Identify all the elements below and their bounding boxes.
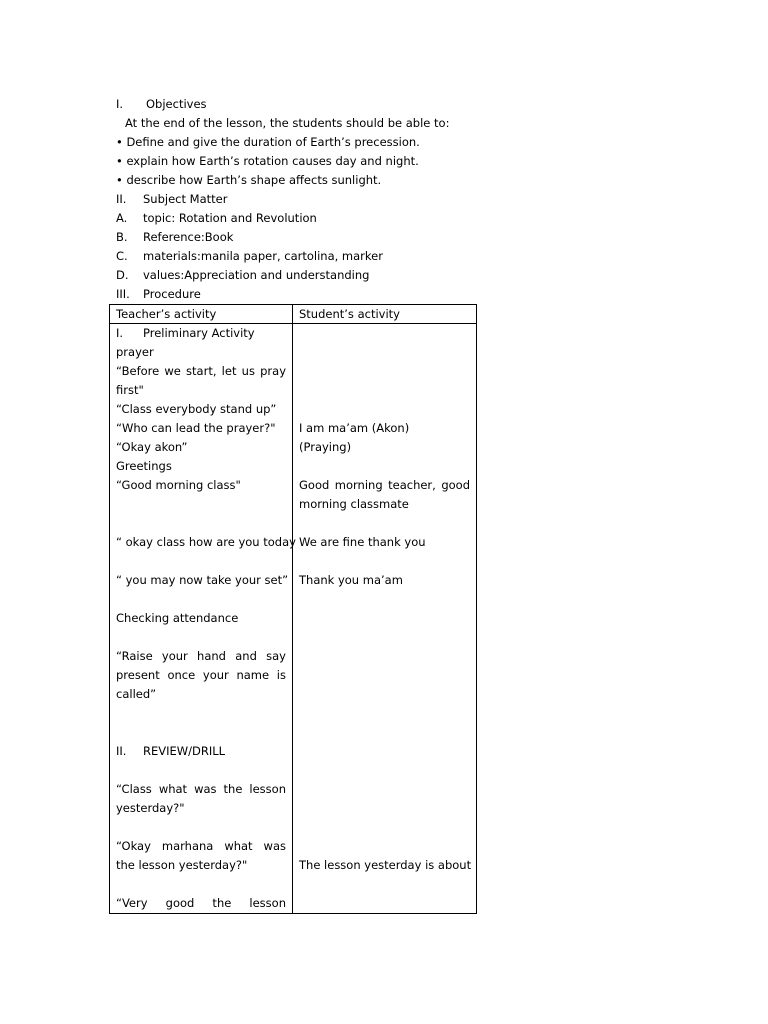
student-line: Good morning teacher, good morning classmate	[299, 478, 470, 511]
subject-item-topic	[116, 209, 317, 228]
table-header-row	[110, 305, 477, 324]
table-row	[110, 324, 477, 914]
prayer-label: prayer	[116, 345, 154, 359]
objectives-numeral: I.	[116, 97, 124, 111]
student-line: (Praying)	[299, 440, 352, 454]
teacher-line: “Okay akon”	[116, 440, 188, 454]
student-line: Thank you ma’am	[299, 573, 403, 587]
subject-matter-heading	[116, 190, 227, 209]
procedure-title: Procedure	[143, 287, 201, 301]
subject-matter-numeral: II.	[116, 192, 127, 206]
objective-bullet: • Define and give the duration of Earth’s precession.	[116, 135, 420, 149]
procedure-table	[109, 304, 477, 914]
teacher-line: “Raise your hand and say present once your name is called”	[116, 649, 286, 701]
preliminary-activity-heading	[116, 324, 286, 343]
teacher-line: “Class everybody stand up”	[116, 402, 277, 416]
item-letter: C.	[116, 249, 128, 263]
objectives-title: Objectives	[146, 97, 207, 111]
preliminary-title: Preliminary Activity	[143, 326, 255, 340]
teacher-line: “Okay marhana what was the lesson yesterday?"	[116, 839, 286, 872]
item-text: values:Appreciation and understanding	[143, 268, 370, 282]
teacher-line: “Class what was the lesson yesterday?"	[116, 782, 286, 815]
checking-attendance-label: Checking attendance	[116, 611, 239, 625]
teacher-line: “Before we start, let us pray first"	[116, 364, 286, 397]
teacher-line: “ you may now take your set”	[116, 573, 289, 587]
teacher-line: “Who can lead the prayer?"	[116, 421, 276, 435]
subject-item-values	[116, 266, 369, 285]
item-letter: A.	[116, 211, 128, 225]
subject-item-materials	[116, 247, 383, 266]
teacher-activity-header: Teacher’s activity	[110, 305, 293, 324]
item-text: Reference:Book	[143, 230, 234, 244]
review-numeral: II.	[116, 744, 127, 758]
item-text: topic: Rotation and Revolution	[143, 211, 317, 225]
objective-bullet: • explain how Earth’s rotation causes day and night.	[116, 154, 419, 168]
student-line: The lesson yesterday is about	[299, 858, 472, 872]
item-text: materials:manila paper, cartolina, marker	[143, 249, 383, 263]
student-activity-cell	[293, 324, 477, 914]
teacher-line: “Good morning class"	[116, 478, 241, 492]
procedure-numeral: III.	[116, 287, 130, 301]
objectives-heading	[116, 95, 207, 114]
student-line: We are fine thank you	[299, 535, 426, 549]
item-letter: B.	[116, 230, 128, 244]
objective-bullet: • describe how Earth’s shape affects sunlight.	[116, 173, 382, 187]
review-title: REVIEW/DRILL	[143, 744, 226, 758]
teacher-activity-cell	[110, 324, 296, 914]
student-activity-header: Student’s activity	[293, 305, 477, 324]
item-letter: D.	[116, 268, 129, 282]
review-drill-heading	[116, 742, 286, 761]
objectives-intro: At the end of the lesson, the students should be able to:	[125, 116, 450, 130]
subject-matter-title: Subject Matter	[143, 192, 228, 206]
greetings-label: Greetings	[116, 459, 172, 473]
procedure-heading	[116, 285, 201, 304]
teacher-line: “Very good the lesson	[116, 896, 286, 910]
student-line: I am ma’am (Akon)	[299, 421, 410, 435]
subject-item-reference	[116, 228, 233, 247]
preliminary-numeral: I.	[116, 326, 124, 340]
teacher-line: “ okay class how are you today	[116, 535, 296, 549]
